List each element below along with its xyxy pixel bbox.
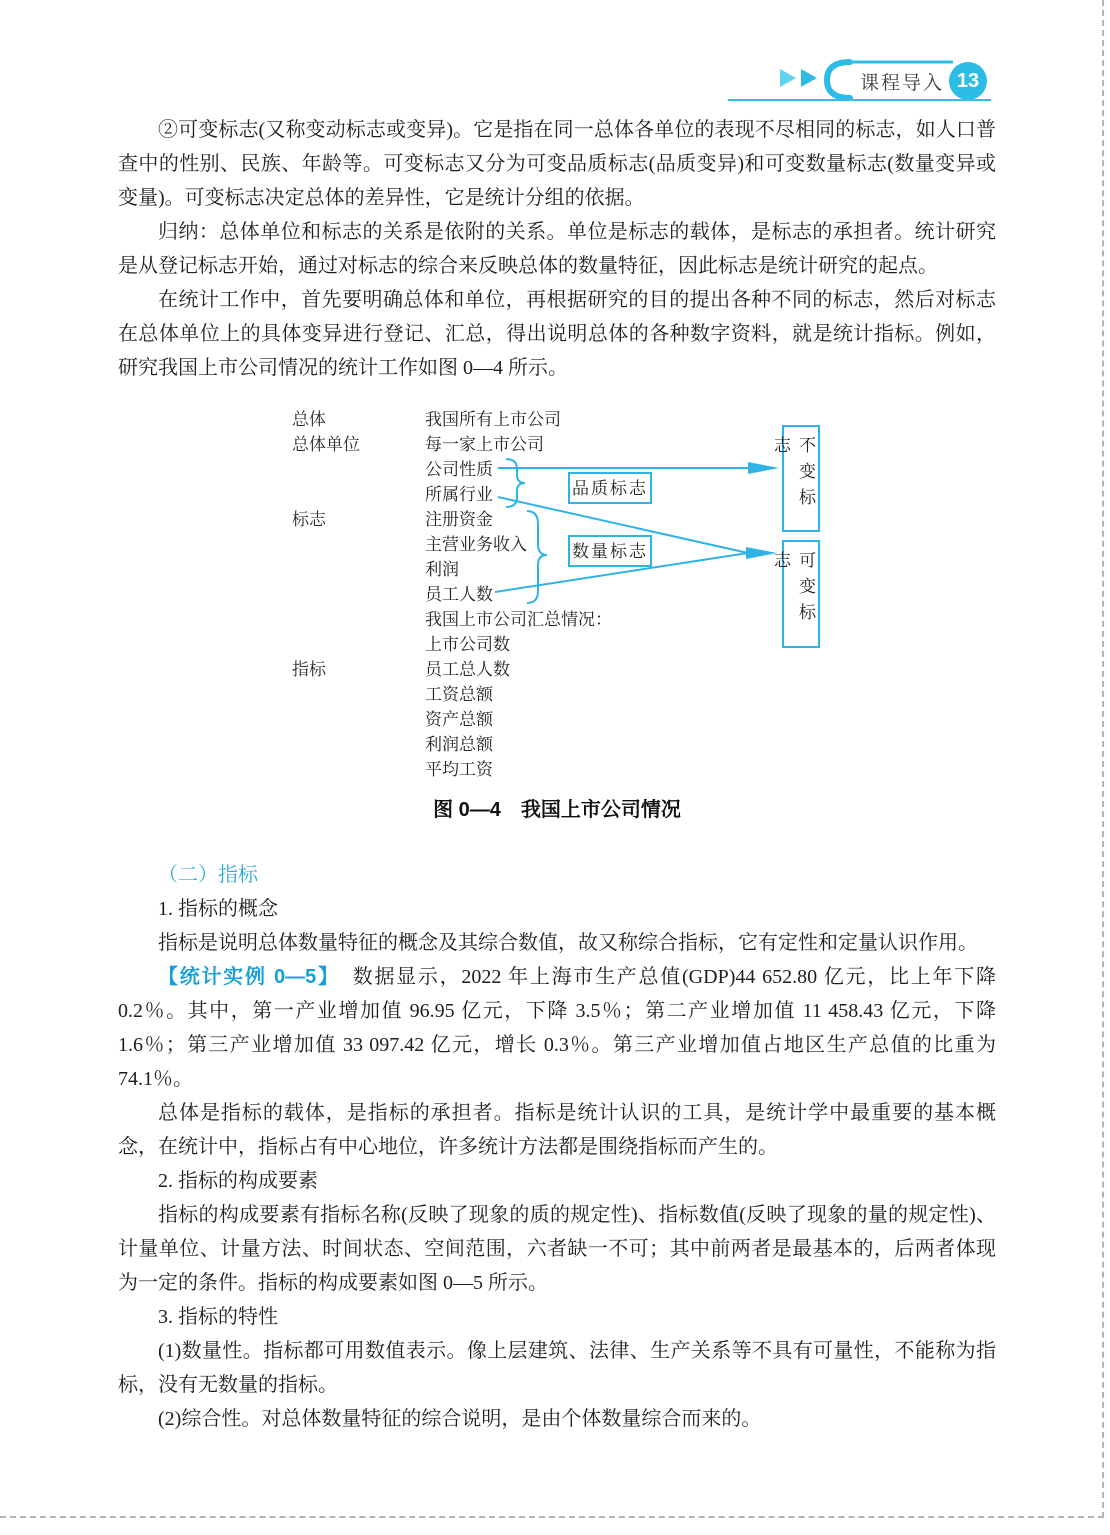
paragraph-concept: 指标是说明总体数量特征的概念及其综合数值，故又称综合指标，它有定性和定量认识作用。 [158,932,978,954]
diagram-item: 每一家上市公司 [425,435,544,454]
chevron-right-icon [780,69,796,87]
diagram-item: 利润总额 [425,735,493,754]
diagram-item: 我国所有上市公司 [425,410,561,429]
row-label-population: 总体 [292,410,326,429]
diagram-item: 注册资金 [425,510,493,529]
diagram-item: 员工总人数 [425,660,510,679]
quality-mark-box: 品质标志 [568,472,652,504]
page-body [118,113,996,1436]
variable-mark-box: 可变标志 [782,540,820,648]
diagram-item: 利润 [425,560,459,579]
diagram-item-list [425,407,612,782]
listed-company-diagram [118,407,996,782]
diagram-item: 我国上市公司汇总情况： [425,610,612,629]
paragraph-statistic-work: 在统计工作中，首先要明确总体和单位，再根据研究的目的提出各种不同的标志，然后对标志在总体单位上的具体变异进行登记、汇总，得出说明总体的各种数字资料，就是统计指标。例如，研究我国上市公司情况的统计工作如图 0—4 所示。 [118,289,996,379]
paragraph-comprehensive: (2)综合性。对总体数量特征的综合说明，是由个体数量综合而来的。 [158,1408,762,1430]
paragraph-variable-mark: ②可变标志(又称变动标志或变异)。它是指在同一总体各单位的表现不尽相同的标志，如人口普查中的性别、民族、年龄等。可变标志又分为可变品质标志(品质变异)和可变数量标志(数量变异或变量)。可变标志决定总体的差异性，它是统计分组的依据。 [118,119,996,209]
subheading-concept: 1. 指标的概念 [158,898,278,920]
chevron-right-icon [801,69,817,87]
diagram-item: 员工人数 [425,585,493,604]
row-label-indicator: 指标 [292,660,326,679]
diagram-item: 资产总额 [425,710,493,729]
page-cut-mark-right [1102,0,1104,1518]
row-label-population-unit: 总体单位 [292,435,360,454]
quantity-mark-box: 数量标志 [568,535,652,567]
header-rule [728,99,991,101]
example-tag: 【统计实例 0—5】 [158,966,340,988]
section-heading-indicator: （二）指标 [158,864,258,886]
diagram-item: 工资总额 [425,685,493,704]
paragraph-example [118,960,996,1096]
figure-caption: 图 0—4 我国上市公司情况 [433,799,681,821]
paragraph-summary: 归纳：总体单位和标志的关系是依附的关系。单位是标志的载体，是标志的承担者。统计研究是从登记标志开始，通过对标志的综合来反映总体的数量特征，因此标志是统计研究的起点。 [118,221,996,277]
paragraph-quantitative: (1)数量性。指标都可用数值表示。像上层建筑、法律、生产关系等不具有可量性，不能称为指标，没有无数量的指标。 [118,1340,996,1396]
paragraph-carrier: 总体是指标的载体，是指标的承担者。指标是统计认识的工具，是统计学中最重要的基本概念，在统计中，指标占有中心地位，许多统计方法都是围绕指标而产生的。 [118,1102,996,1158]
page-number-badge: 13 [949,62,987,100]
figure-0-4 [118,407,996,824]
invariable-mark-box: 不变标志 [782,425,820,532]
page-cut-mark-bottom [0,1516,1104,1518]
diagram-item: 上市公司数 [425,635,510,654]
chapter-tab-label: 课程导入 [859,73,944,94]
paragraph-elements: 指标的构成要素有指标名称(反映了现象的质的规定性)、指标数值(反映了现象的量的规定性)、计量单位、计量方法、时间状态、空间范围，六者缺一不可；其中前两者是最基本的，后两者体现为一定的条件。指标的构成要素如图 0—5 所示。 [118,1204,996,1294]
diagram-item: 平均工资 [425,760,493,779]
subheading-elements: 2. 指标的构成要素 [158,1170,318,1192]
page-header [0,0,1110,110]
example-text: 数据显示，2022 年上海市生产总值(GDP)44 652.80 亿元，比上年下降 0.2％。其中，第一产业增加值 96.95 亿元，下降 3.5％；第二产业增加值 11 458.43 亿元，下降 1.6％；第三产业增加值 33 097.42 亿元，增长 0.3％。第三产业增加值占地区生产总值的比重为 74.1％。 [118,966,996,1090]
diagram-item: 主营业务收入 [425,535,527,554]
subheading-characteristics: 3. 指标的特性 [158,1306,278,1328]
diagram-item: 公司性质 [425,460,493,479]
badge-bracket [827,62,850,98]
row-label-mark: 标志 [292,510,326,529]
diagram-item: 所属行业 [425,485,493,504]
